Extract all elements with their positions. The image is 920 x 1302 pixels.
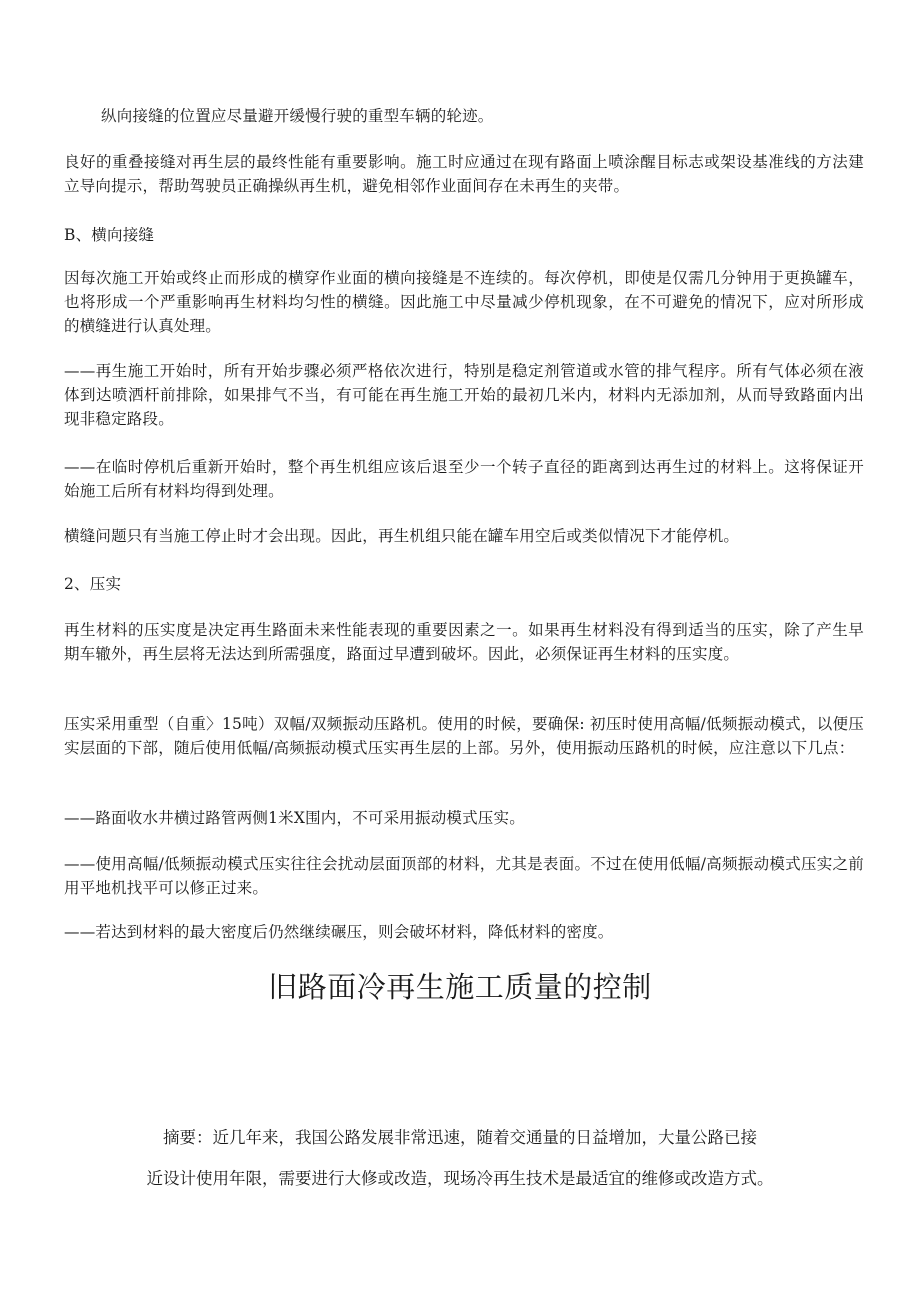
paragraph-transverse-joint: 因每次施工开始或终止而形成的横穿作业面的横向接缝是不连续的。每次停机，即使是仅需几分钟用于更换罐车，也将形成一个严重影响再生材料均匀性的横缝。因此施工中尽量减少停机现象，在不可避免的情况下，应对所形成的横缝进行认真处理。: [64, 269, 864, 335]
abstract-line-1: 摘要：近几年来，我国公路发展非常迅速，随着交通量的日益增加，大量公路已接: [163, 1128, 757, 1147]
paragraph-vibration-mode-note: ——使用高幅/低频振动模式压实往往会扰动层面顶部的材料，尤其是表面。不过在使用低幅/高频振动模式压实之前用平地机找平可以修正过来。: [64, 855, 864, 897]
paragraph-overcompaction-note: ——若达到材料的最大密度后仍然继续碾压，则会破坏材料，降低材料的密度。: [64, 923, 614, 941]
heading-transverse-joint: B、横向接缝: [64, 226, 155, 244]
paragraph-overlap-joint: 良好的重叠接缝对再生层的最终性能有重要影响。施工时应通过在现有路面上喷涂醒目标志或架设基准线的方法建立导向提示，帮助驾驶员正确操纵再生机，避免相邻作业面间存在未再生的夹带。: [64, 153, 864, 195]
abstract-line-2: 近设计使用年限，需要进行大修或改造，现场冷再生技术是最适宜的维修或改造方式。: [146, 1169, 774, 1188]
paragraph-compaction-equipment: 压实采用重型（自重〉15吨）双幅/双频振动压路机。使用的时候，要确保: 初压时使用高幅/低频振动模式，以便压实层面的下部，随后使用低幅/高频振动模式压实再生层的上部。另外，使用振动压路机的时候，应注意以下几点：: [64, 715, 864, 757]
paragraph-start-procedure: ——再生施工开始时，所有开始步骤必须严格依次进行，特别是稳定剂管道或水管的排气程序。所有气体必须在液体到达喷洒杆前排除，如果排气不当，有可能在再生施工开始的最初几米内，材料内无添加剂，从而导致路面内出现非稳定路段。: [64, 362, 864, 428]
paragraph-drain-note: ——路面收水井横过路管两侧1米X围内，不可采用振动模式压实。: [64, 809, 525, 827]
heading-compaction: 2、压实: [64, 575, 122, 593]
paragraph-compaction-importance: 再生材料的压实度是决定再生路面未来性能表现的重要因素之一。如果再生材料没有得到适当的压实，除了产生早期车辙外，再生层将无法达到所需强度，路面过早遭到破坏。因此，必须保证再生材料的压实度。: [64, 621, 864, 663]
document-title: 旧路面冷再生施工质量的控制: [268, 970, 652, 1004]
paragraph-restart-procedure: ——在临时停机后重新开始时，整个再生机组应该后退至少一个转子直径的距离到达再生过的材料上。这将保证开始施工后所有材料均得到处理。: [64, 458, 864, 500]
paragraph-longitudinal-joint-note: 纵向接缝的位置应尽量避开缓慢行驶的重型车辆的轮迹。: [101, 107, 494, 125]
paragraph-transverse-joint-cause: 横缝问题只有当施工停止时才会出现。因此，再生机组只能在罐车用空后或类似情况下才能停机。: [64, 527, 740, 545]
